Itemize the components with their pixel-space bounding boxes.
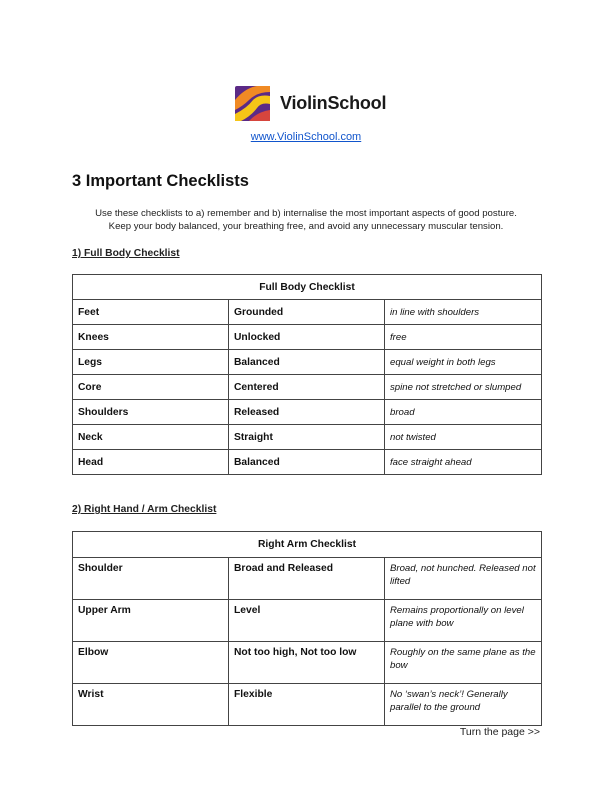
body-part-cell: Feet [73,300,229,325]
body-part-cell: Knees [73,325,229,350]
intro-line-1: Use these checklists to a) remember and b) internalise the most important aspects of good posture. [95,208,517,219]
body-part-cell: Core [73,375,229,400]
arm-part-cell: Shoulder [73,558,229,600]
note-cell: equal weight in both legs [385,350,542,375]
arm-part-cell: Upper Arm [73,600,229,642]
violinschool-logo-icon [235,86,270,121]
table-row [73,642,542,684]
turn-page-note: Turn the page >> [459,726,540,738]
state-cell: Balanced [229,450,385,475]
table-row [73,375,542,400]
table-row [73,325,542,350]
state-cell: Grounded [229,300,385,325]
table-row [73,350,542,375]
full-body-checklist-table [72,274,542,475]
note-cell: free [385,325,542,350]
intro-text [72,207,540,233]
body-part-cell: Neck [73,425,229,450]
state-cell: Released [229,400,385,425]
arm-part-cell: Elbow [73,642,229,684]
table-row [73,558,542,600]
note-cell: face straight ahead [385,450,542,475]
state-cell: Level [229,600,385,642]
table-header-row [73,275,542,300]
state-cell: Centered [229,375,385,400]
brand-header [235,86,386,121]
state-cell: Straight [229,425,385,450]
brand-name: ViolinSchool [280,93,387,113]
note-cell: No ‘swan’s neck’! Generally parallel to the ground [385,684,542,726]
table-title: Right Arm Checklist [73,532,542,558]
section-heading-full-body: 1) Full Body Checklist [72,248,180,259]
section-heading-right-arm: 2) Right Hand / Arm Checklist [72,504,217,515]
state-cell: Flexible [229,684,385,726]
body-part-cell: Shoulders [73,400,229,425]
table-row [73,600,542,642]
note-cell: in line with shoulders [385,300,542,325]
table-header-row [73,532,542,558]
state-cell: Balanced [229,350,385,375]
note-cell: Remains proportionally on level plane with bow [385,600,542,642]
table-row [73,425,542,450]
state-cell: Unlocked [229,325,385,350]
body-part-cell: Legs [73,350,229,375]
note-cell: broad [385,400,542,425]
note-cell: not twisted [385,425,542,450]
page-title: 3 Important Checklists [72,172,249,190]
state-cell: Not too high, Not too low [229,642,385,684]
state-cell: Broad and Released [229,558,385,600]
table-title: Full Body Checklist [73,275,542,300]
intro-line-2: Keep your body balanced, your breathing free, and avoid any unnecessary muscular tension. [108,221,504,232]
table-row [73,300,542,325]
body-part-cell: Head [73,450,229,475]
table-row [73,684,542,726]
website-link[interactable]: www.ViolinSchool.com [250,131,362,143]
note-cell: spine not stretched or slumped [385,375,542,400]
table-row [73,400,542,425]
note-cell: Broad, not hunched. Released not lifted [385,558,542,600]
right-arm-checklist-table [72,531,542,726]
note-cell: Roughly on the same plane as the bow [385,642,542,684]
arm-part-cell: Wrist [73,684,229,726]
table-row [73,450,542,475]
